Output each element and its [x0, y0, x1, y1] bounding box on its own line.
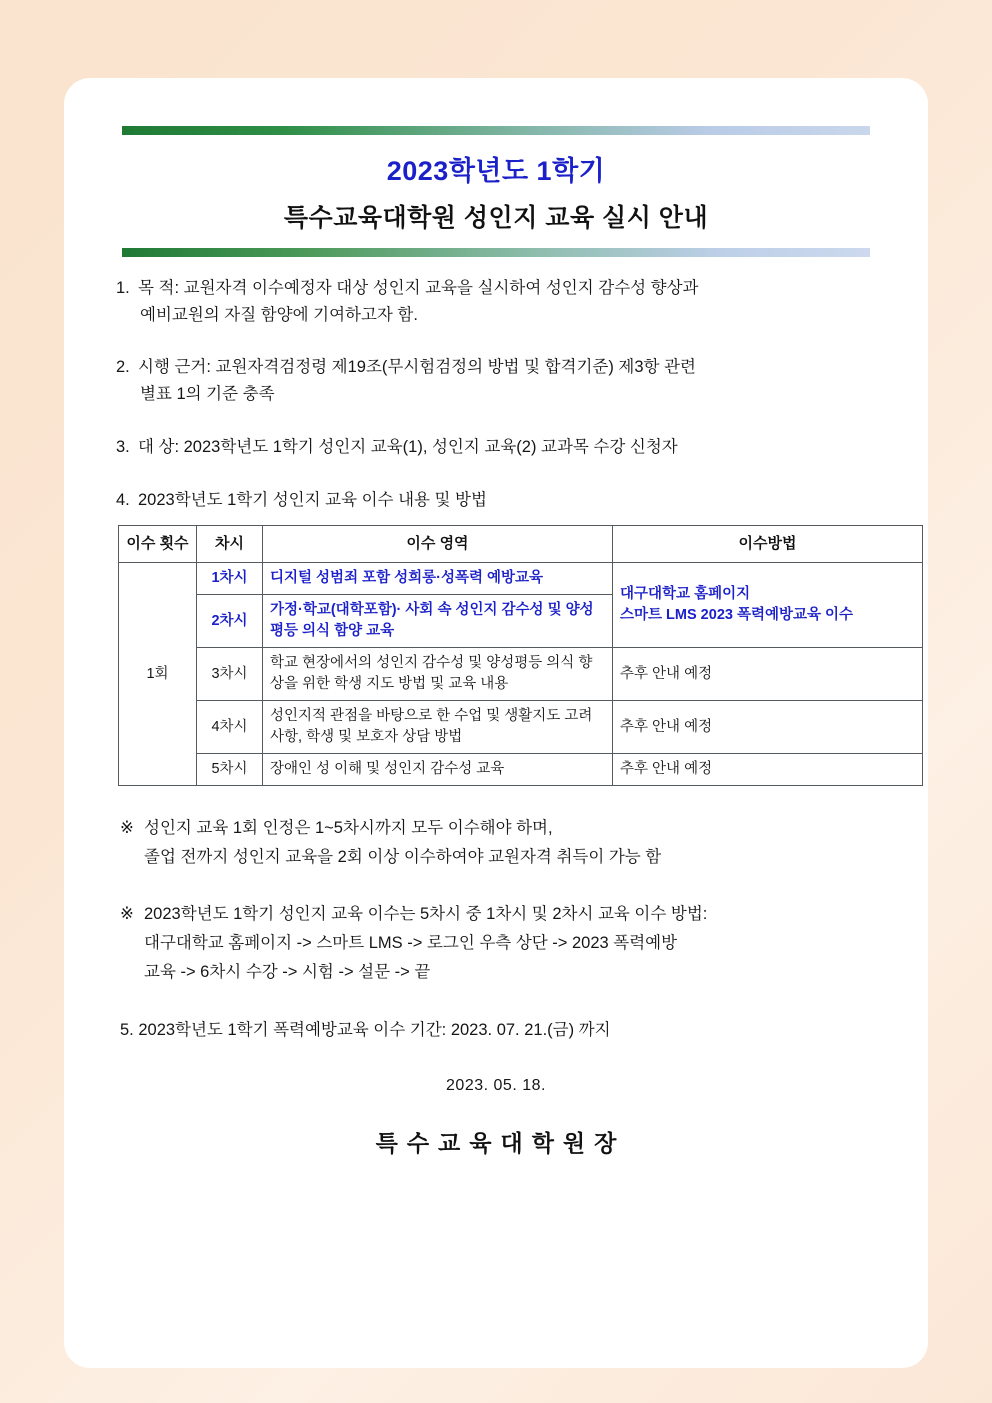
note-item: [120, 900, 872, 987]
item-text: [138, 275, 876, 328]
document-body: [110, 257, 882, 1162]
note-text: [144, 900, 872, 987]
table-row: [119, 701, 923, 754]
item-text: [138, 434, 876, 461]
document-header: [122, 126, 870, 257]
item-line-1: 2023학년도 1학기 성인지 교육 이수 내용 및 방법: [138, 490, 487, 509]
header-rule-bottom: [122, 248, 870, 257]
header-rule-top: [122, 126, 870, 135]
cell-area: 가정·학교(대학포함)· 사회 속 성인지 감수성 및 양성평등 의식 함양 교육: [263, 595, 613, 648]
cell-session: 5차시: [197, 754, 263, 786]
note-line-2: 대구대학교 홈페이지 -> 스마트 LMS -> 로그인 우측 상단 -> 2023 폭력예방: [144, 933, 678, 952]
item-text: [138, 354, 876, 407]
cell-session: 4차시: [197, 701, 263, 754]
item-number: 2.: [116, 358, 130, 377]
list-item: [116, 275, 876, 328]
note-line-1: 2023학년도 1학기 성인지 교육 이수는 5차시 중 1차시 및 2차시 교육 이수 방법:: [144, 904, 708, 923]
cell-count: 1회: [119, 563, 197, 786]
item-number: 4.: [116, 490, 130, 509]
item-line-1: 시행 근거: 교원자격검정령 제19조(무시험검정의 방법 및 합격기준) 제3항 관련: [138, 358, 696, 377]
page-subtitle: 특수교육대학원 성인지 교육 실시 안내: [283, 204, 709, 232]
cell-session: 2차시: [197, 595, 263, 648]
table-header-count: 이수 횟수: [119, 526, 197, 563]
cell-area: 성인지적 관점을 바탕으로 한 수업 및 생활지도 고려사항, 학생 및 보호자 상담 방법: [263, 701, 613, 754]
method-line-2: 스마트 LMS 2023 폭력예방교육 이수: [620, 607, 854, 624]
cell-area: 장애인 성 이해 및 성인지 감수성 교육: [263, 754, 613, 786]
item-text: [138, 487, 876, 514]
note-mark: ※: [120, 819, 134, 838]
document-page: [64, 78, 928, 1368]
cell-area: 학교 현장에서의 성인지 감수성 및 양성평등 의식 향상을 위한 학생 지도 방법 및 교육 내용: [263, 648, 613, 701]
cell-method: 추후 안내 예정: [613, 754, 923, 786]
item-line-2: 예비교원의 자질 함양에 기여하고자 함.: [140, 305, 418, 324]
course-table: [118, 525, 923, 786]
item-number: 3.: [116, 437, 130, 456]
table-header-row: [119, 526, 923, 563]
cell-method-merged: [613, 563, 923, 648]
method-line-1: 대구대학교 홈페이지: [620, 586, 751, 603]
document-signer: 특수교육대학원장: [375, 1130, 626, 1157]
table-row: [119, 563, 923, 595]
page-title: 2023학년도 1학기: [386, 156, 606, 186]
item-line-1: 대 상: 2023학년도 1학기 성인지 교육(1), 성인지 교육(2) 교과목 수강 신청자: [138, 437, 678, 456]
note-text: [144, 814, 872, 872]
cell-method: 추후 안내 예정: [613, 701, 923, 754]
note-item: [120, 814, 872, 872]
item-line-1: 목 적: 교원자격 이수예정자 대상 성인지 교육을 실시하여 성인지 감수성 향상과: [138, 279, 699, 297]
note-line-2: 졸업 전까지 성인지 교육을 2회 이상 이수하여야 교원자격 취득이 가능 함: [144, 848, 662, 867]
table-header-session: 차시: [197, 526, 263, 563]
table-row: [119, 648, 923, 701]
table-header-method: 이수방법: [613, 526, 923, 563]
cell-method: 추후 안내 예정: [613, 648, 923, 701]
table-header-area: 이수 영역: [263, 526, 613, 563]
cell-session: 3차시: [197, 648, 263, 701]
note-line-1: 성인지 교육 1회 인정은 1~5차시까지 모두 이수해야 하며,: [144, 819, 553, 838]
list-item: [116, 434, 876, 461]
table-row: [119, 754, 923, 786]
list-item-5: 5. 2023학년도 1학기 폭력예방교육 이수 기간: 2023. 07. 21.(금) 까지: [120, 1020, 611, 1039]
cell-session: 1차시: [197, 563, 263, 595]
item-number: 1.: [116, 279, 130, 297]
list-item: [116, 354, 876, 407]
note-mark: ※: [120, 904, 134, 923]
list-item: [116, 487, 876, 514]
cell-area: 디지털 성범죄 포함 성희롱·성폭력 예방교육: [263, 563, 613, 595]
note-line-3: 교육 -> 6차시 수강 -> 시험 -> 설문 -> 끝: [144, 962, 431, 981]
document-date: 2023. 05. 18.: [446, 1077, 546, 1095]
item-line-2: 별표 1의 기준 충족: [140, 385, 275, 404]
